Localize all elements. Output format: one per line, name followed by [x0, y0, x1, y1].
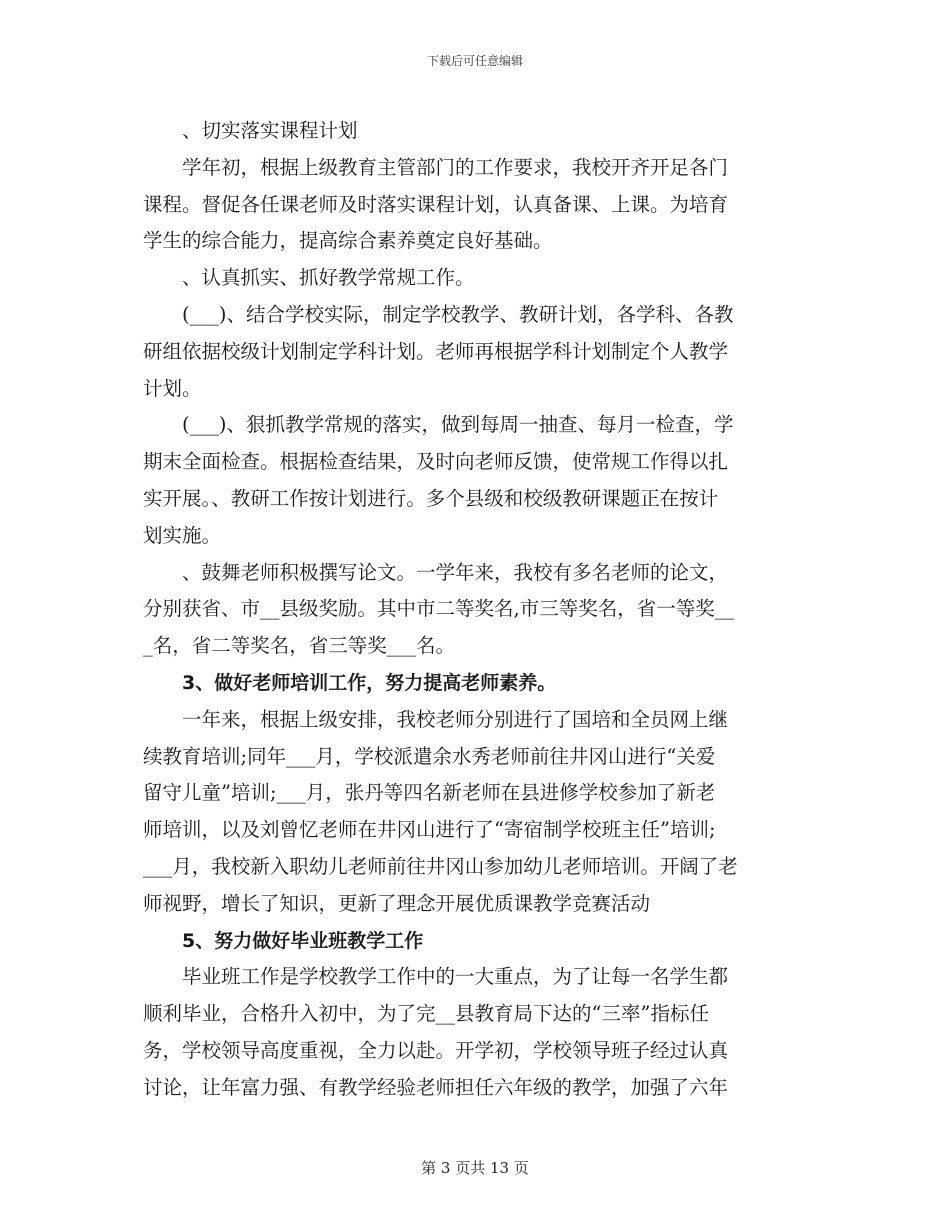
text-line: 留守儿童”培训;___月，张丹等四名新老师在县进修学校参加了新老	[143, 781, 716, 805]
page-header: 下载后可任意编辑	[426, 54, 523, 68]
text-line: 师培训，以及刘曾忆老师在井冈山进行了“寄宿制学校班主任”培训;	[143, 818, 716, 842]
text-line: (___)、结合学校实际，制定学校教学、教研计划，各学科、各教	[182, 302, 734, 326]
text-line: 实开展。、教研工作按计划进行。多个县级和校级教研课题正在按计	[143, 486, 719, 510]
text-line: 、鼓舞老师积极撰写论文。一学年来，我校有多名老师的论文，	[182, 560, 729, 584]
text-line: (___)、狠抓教学常规的落实，做到每周一抽查、每月一检查，学	[182, 413, 734, 437]
text-line: 一年来，根据上级安排，我校老师分别进行了国培和全员网上继	[182, 707, 729, 731]
text-line: 师视野，增长了知识，更新了理念开展优质课教学竞赛活动	[143, 891, 651, 915]
text-line: 分别获省、市__县级奖励。其中市二等奖名,市三等奖名，省一等奖__	[143, 597, 735, 621]
text-line: 毕业班工作是学校教学工作中的一大重点，为了让每一名学生都	[182, 965, 729, 989]
text-line: 、认真抓实、抓好教学常规工作。	[182, 266, 475, 290]
text-line: _名，省二等奖名，省三等奖___名。	[143, 634, 456, 658]
text-line: 划实施。	[143, 523, 222, 547]
text-line: 期末全面检查。根据检查结果，及时向老师反馈，使常规工作得以扎	[143, 450, 729, 474]
section-heading: 5、努力做好毕业班教学工作	[182, 929, 424, 952]
section-heading: 3、做好老师培训工作，努力提高老师素养。	[182, 671, 557, 694]
text-line: 续教育培训;同年___月，学校派遣余水秀老师前往井冈山进行“关爱	[143, 744, 716, 768]
text-line: 、切实落实课程计划	[182, 119, 358, 142]
text-line: 计划。	[143, 376, 202, 400]
document-body	[143, 113, 806, 1107]
text-line: 课程。督促各任课老师及时落实课程计划，认真备课、上课。为培育	[143, 192, 729, 216]
text-line: 研组依据校级计划制定学科计划。老师再根据学科计划制定个人教学	[143, 339, 729, 363]
text-line: ___月，我校新入职幼儿老师前往井冈山参加幼儿老师培训。开阔了老	[143, 854, 738, 878]
text-line: 讨论，让年富力强、有教学经验老师担任六年级的教学，加强了六年	[143, 1075, 729, 1099]
text-line: 务，学校领导高度重视，全力以赴。开学初，学校领导班子经过认真	[143, 1038, 729, 1062]
text-line: 学年初，根据上级教育主管部门的工作要求，我校开齐开足各门	[182, 155, 729, 179]
text-line: 学生的综合能力，提高综合素养奠定良好基础。	[143, 229, 553, 253]
page-footer: 第 3 页共 13 页	[421, 1159, 529, 1177]
text-line: 顺利毕业，合格升入初中，为了完__县教育局下达的“三率”指标任	[143, 1002, 709, 1026]
